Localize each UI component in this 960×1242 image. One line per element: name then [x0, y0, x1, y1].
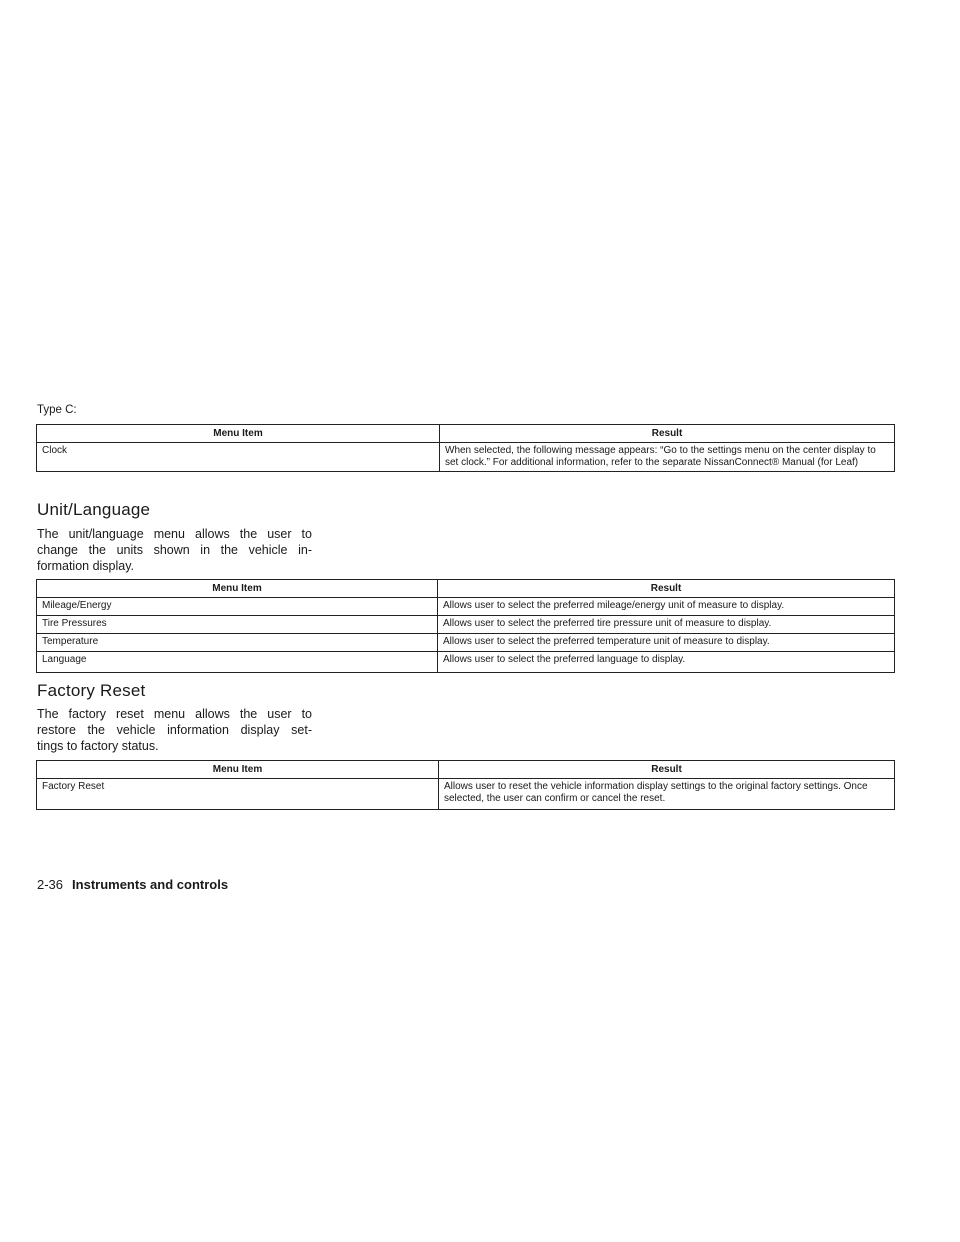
menu-item-cell: Temperature	[37, 634, 438, 652]
type-c-table	[36, 424, 895, 472]
section-heading-factory-reset: Factory Reset	[37, 681, 146, 700]
table-header-row	[37, 761, 895, 779]
unit-language-table	[36, 579, 895, 673]
result-cell: Allows user to select the preferred tire pressure unit of measure to display.	[438, 616, 895, 634]
menu-item-cell: Tire Pressures	[37, 616, 438, 634]
menu-item-cell: Clock	[37, 443, 440, 472]
column-header-menu-item: Menu Item	[37, 580, 438, 598]
column-header-menu-item: Menu Item	[37, 761, 439, 779]
menu-item-cell: Mileage/Energy	[37, 598, 438, 616]
menu-item-cell: Factory Reset	[37, 779, 439, 810]
page-footer	[37, 877, 228, 892]
paragraph-line: The factory reset menu allows the user to	[37, 707, 312, 721]
table-row	[37, 598, 895, 616]
section-heading-unit-language: Unit/Language	[37, 500, 151, 519]
paragraph-line: change the units shown in the vehicle in-	[37, 543, 312, 557]
factory-reset-description	[37, 706, 312, 754]
column-header-result: Result	[439, 761, 895, 779]
table-row	[37, 616, 895, 634]
result-cell: Allows user to select the preferred mileage/energy unit of measure to display.	[438, 598, 895, 616]
paragraph-line: formation display.	[37, 559, 135, 573]
column-header-result: Result	[440, 425, 895, 443]
result-cell: When selected, the following message appears: “Go to the settings menu on the center display to set clock.” For additional information, refer to the separate NissanConnect® Manual (for Leaf)	[440, 443, 895, 472]
unit-language-description	[37, 526, 312, 574]
factory-reset-table	[36, 760, 895, 810]
paragraph-line: restore the vehicle information display set-	[37, 723, 312, 737]
type-c-label: Type C:	[37, 404, 77, 416]
menu-item-cell: Language	[37, 652, 438, 673]
table-row	[37, 443, 895, 472]
column-header-result: Result	[438, 580, 895, 598]
result-cell: Allows user to select the preferred temperature unit of measure to display.	[438, 634, 895, 652]
result-cell: Allows user to reset the vehicle information display settings to the original factory settings. Once selected, the user can confirm or cancel the reset.	[439, 779, 895, 810]
paragraph-line: The unit/language menu allows the user to	[37, 527, 312, 541]
table-row	[37, 634, 895, 652]
table-row	[37, 652, 895, 673]
table-row	[37, 779, 895, 810]
result-cell: Allows user to select the preferred language to display.	[438, 652, 895, 673]
page-number: 2-36	[37, 877, 64, 892]
table-header-row	[37, 580, 895, 598]
column-header-menu-item: Menu Item	[37, 425, 440, 443]
paragraph-line: tings to factory status.	[37, 739, 159, 753]
section-title: Instruments and controls	[72, 877, 229, 892]
table-header-row	[37, 425, 895, 443]
